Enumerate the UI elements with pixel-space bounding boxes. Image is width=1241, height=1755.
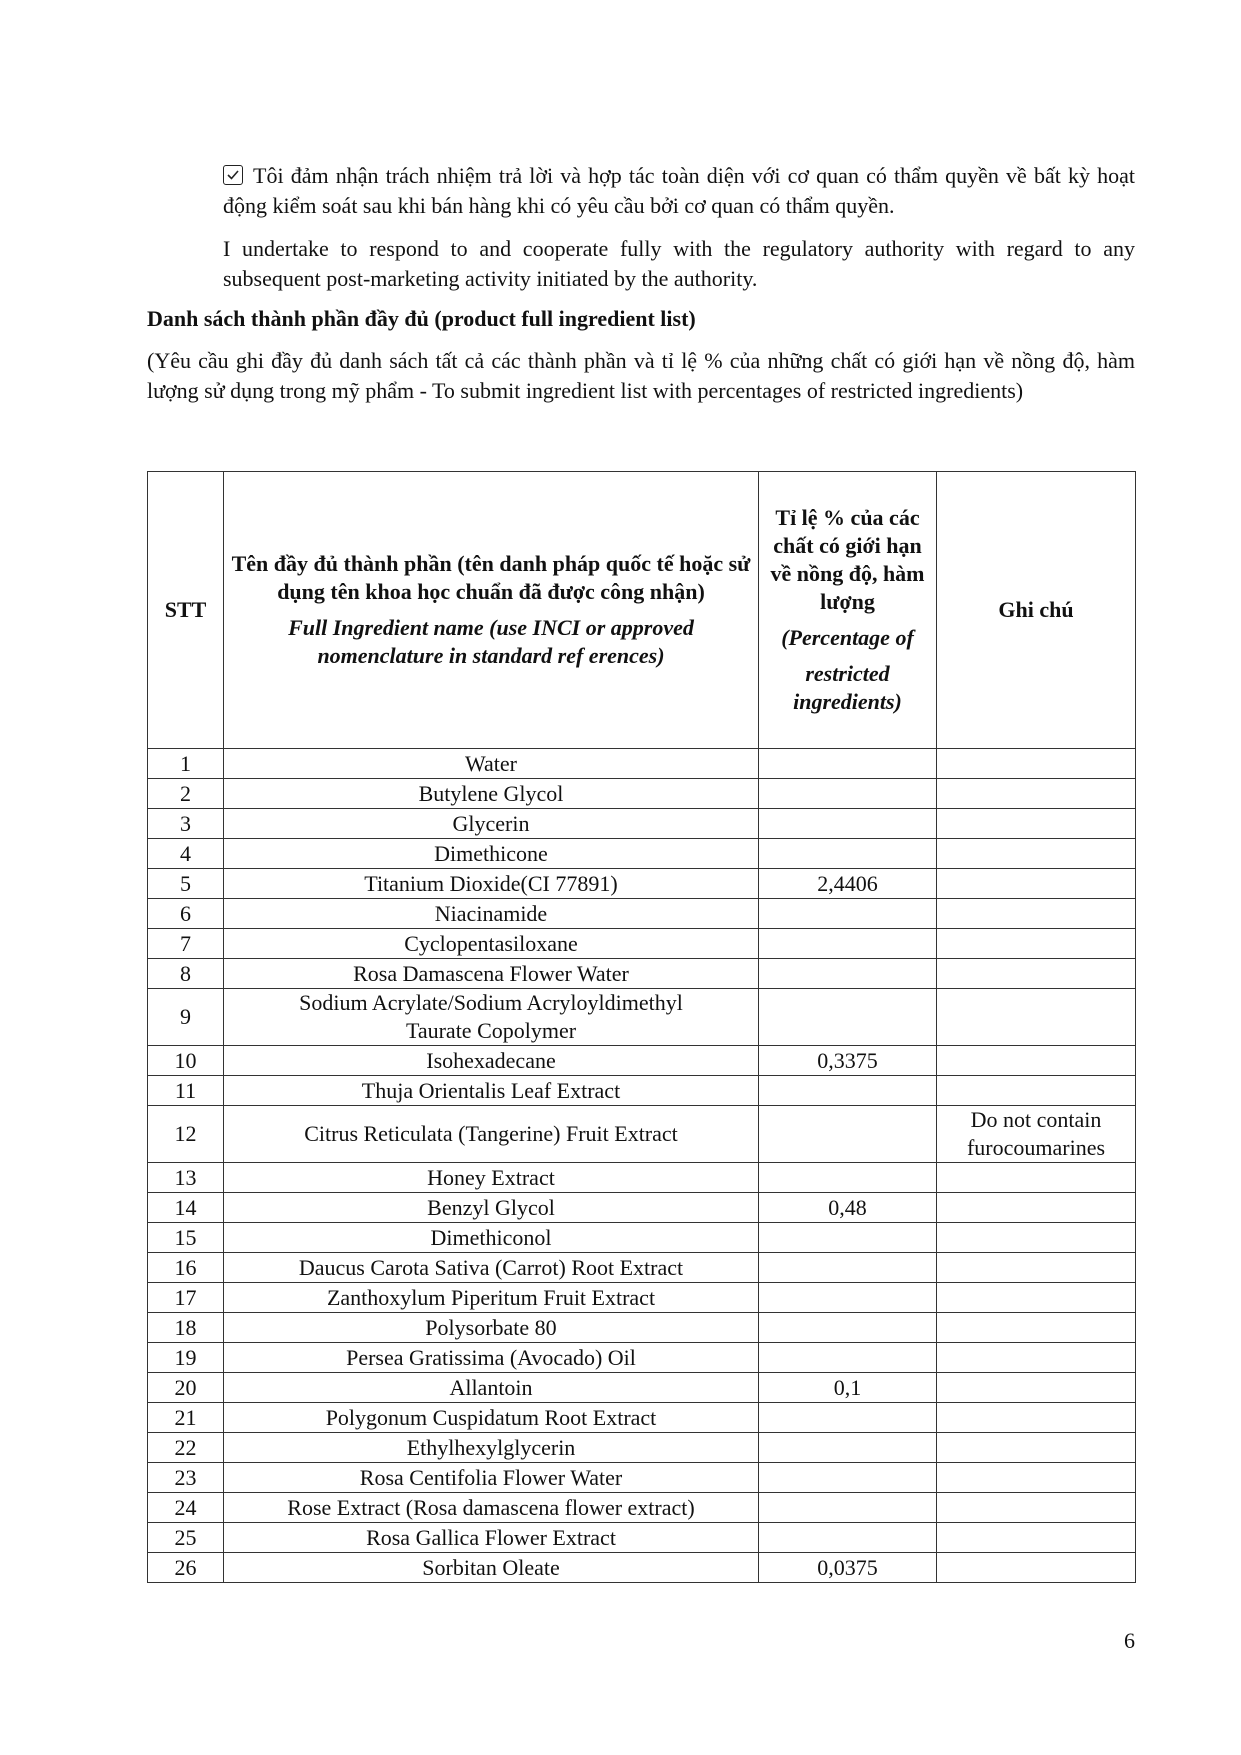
cell-percentage <box>759 899 937 929</box>
cell-percentage <box>759 1403 937 1433</box>
cell-stt: 12 <box>148 1106 224 1163</box>
table-row <box>148 869 1136 899</box>
table-row <box>148 1193 1136 1223</box>
cell-note <box>937 1343 1136 1373</box>
cell-percentage <box>759 1253 937 1283</box>
cell-ingredient: Cyclopentasiloxane <box>224 929 759 959</box>
cell-percentage <box>759 749 937 779</box>
cell-note <box>937 959 1136 989</box>
cell-note <box>937 1253 1136 1283</box>
table-row <box>148 929 1136 959</box>
table-row <box>148 1283 1136 1313</box>
cell-ingredient: Sodium Acrylate/Sodium Acryloyldimethyl Taurate Copolymer <box>224 989 759 1046</box>
cell-percentage: 0,48 <box>759 1193 937 1223</box>
cell-note <box>937 1433 1136 1463</box>
cell-note <box>937 839 1136 869</box>
cell-stt: 3 <box>148 809 224 839</box>
cell-ingredient: Polysorbate 80 <box>224 1313 759 1343</box>
cell-stt: 6 <box>148 899 224 929</box>
cell-percentage <box>759 1343 937 1373</box>
cell-stt: 22 <box>148 1433 224 1463</box>
cell-stt: 2 <box>148 779 224 809</box>
cell-percentage: 2,4406 <box>759 869 937 899</box>
table-row <box>148 1373 1136 1403</box>
cell-stt: 16 <box>148 1253 224 1283</box>
cell-ingredient: Thuja Orientalis Leaf Extract <box>224 1076 759 1106</box>
table-row <box>148 779 1136 809</box>
cell-note <box>937 899 1136 929</box>
cell-stt: 9 <box>148 989 224 1046</box>
cell-ingredient: Water <box>224 749 759 779</box>
cell-ingredient: Honey Extract <box>224 1163 759 1193</box>
cell-note <box>937 1193 1136 1223</box>
table-row <box>148 809 1136 839</box>
cell-stt: 23 <box>148 1463 224 1493</box>
cell-stt: 26 <box>148 1553 224 1583</box>
header-ingredient-name <box>224 472 759 749</box>
cell-stt: 8 <box>148 959 224 989</box>
cell-note <box>937 1076 1136 1106</box>
table-row <box>148 1046 1136 1076</box>
table-row <box>148 1223 1136 1253</box>
cell-note <box>937 1283 1136 1313</box>
table-row <box>148 1433 1136 1463</box>
cell-percentage: 0,0375 <box>759 1553 937 1583</box>
table-row <box>148 1553 1136 1583</box>
cell-note <box>937 1553 1136 1583</box>
cell-stt: 11 <box>148 1076 224 1106</box>
cell-ingredient: Titanium Dioxide(CI 77891) <box>224 869 759 899</box>
page-number: 6 <box>1124 1628 1135 1653</box>
cell-percentage: 0,1 <box>759 1373 937 1403</box>
cell-percentage <box>759 1523 937 1553</box>
cell-stt: 13 <box>148 1163 224 1193</box>
cell-note: Do not contain furocoumarines <box>937 1106 1136 1163</box>
cell-percentage <box>759 839 937 869</box>
commitment-english: I undertake to respond to and cooperate fully with the regulatory authority with regard to any subsequent post-marketing activity initiated by the authority. <box>223 236 1135 291</box>
cell-percentage <box>759 1076 937 1106</box>
cell-stt: 1 <box>148 749 224 779</box>
cell-stt: 19 <box>148 1343 224 1373</box>
cell-note <box>937 749 1136 779</box>
cell-ingredient: Persea Gratissima (Avocado) Oil <box>224 1343 759 1373</box>
table-row <box>148 1523 1136 1553</box>
cell-ingredient: Sorbitan Oleate <box>224 1553 759 1583</box>
table-row <box>148 899 1136 929</box>
cell-percentage <box>759 1463 937 1493</box>
cell-ingredient: Glycerin <box>224 809 759 839</box>
cell-ingredient: Dimethiconol <box>224 1223 759 1253</box>
cell-note <box>937 1463 1136 1493</box>
cell-ingredient: Allantoin <box>224 1373 759 1403</box>
cell-note <box>937 1313 1136 1343</box>
cell-ingredient: Citrus Reticulata (Tangerine) Fruit Extract <box>224 1106 759 1163</box>
table-row <box>148 749 1136 779</box>
cell-percentage <box>759 1283 937 1313</box>
cell-note <box>937 1163 1136 1193</box>
commitment-vietnamese <box>223 161 1135 221</box>
header-percentage-vn: Tỉ lệ % của các chất có giới hạn về nồng độ, hàm lượng <box>770 505 925 614</box>
cell-percentage <box>759 1163 937 1193</box>
cell-percentage <box>759 809 937 839</box>
cell-ingredient: Rose Extract (Rosa damascena flower extract) <box>224 1493 759 1523</box>
cell-stt: 18 <box>148 1313 224 1343</box>
cell-percentage <box>759 1433 937 1463</box>
cell-note <box>937 1493 1136 1523</box>
header-percentage-en-1: (Percentage of <box>781 625 914 650</box>
header-note: Ghi chú <box>937 472 1136 749</box>
cell-ingredient: Polygonum Cuspidatum Root Extract <box>224 1403 759 1433</box>
cell-stt: 25 <box>148 1523 224 1553</box>
cell-ingredient: Niacinamide <box>224 899 759 929</box>
cell-stt: 24 <box>148 1493 224 1523</box>
cell-ingredient: Butylene Glycol <box>224 779 759 809</box>
cell-note <box>937 1046 1136 1076</box>
table-row <box>148 1493 1136 1523</box>
cell-stt: 14 <box>148 1193 224 1223</box>
ingredient-table <box>147 471 1136 1583</box>
cell-ingredient: Rosa Gallica Flower Extract <box>224 1523 759 1553</box>
table-row <box>148 959 1136 989</box>
header-percentage-en-2: restricted ingredients) <box>793 661 902 714</box>
section-note: (Yêu cầu ghi đầy đủ danh sách tất cả các thành phần và tỉ lệ % của những chất có giới hạn về nồng độ, hàm lượng sử dụng trong mỹ phẩm - To submit ingredient list with percentages of restricted ingredients) <box>147 348 1135 403</box>
cell-percentage: 0,3375 <box>759 1046 937 1076</box>
table-row <box>148 1463 1136 1493</box>
cell-stt: 4 <box>148 839 224 869</box>
table-row <box>148 1313 1136 1343</box>
section-heading: Danh sách thành phần đầy đủ (product full ingredient list) <box>147 306 696 331</box>
cell-stt: 5 <box>148 869 224 899</box>
cell-note <box>937 989 1136 1046</box>
cell-percentage <box>759 1313 937 1343</box>
header-ingredient-name-vn: Tên đầy đủ thành phần (tên danh pháp quốc tế hoặc sử dụng tên khoa học chuẩn đã được công nhận) <box>231 551 751 604</box>
cell-stt: 21 <box>148 1403 224 1433</box>
cell-note <box>937 1523 1136 1553</box>
cell-note <box>937 869 1136 899</box>
cell-ingredient: Isohexadecane <box>224 1046 759 1076</box>
cell-ingredient: Ethylhexylglycerin <box>224 1433 759 1463</box>
cell-percentage <box>759 1493 937 1523</box>
commitment-vietnamese-text: Tôi đảm nhận trách nhiệm trả lời và hợp tác toàn diện với cơ quan có thẩm quyền về bất kỳ hoạt động kiểm soát sau khi bán hàng khi có yêu cầu bởi cơ quan có thẩm quyền. <box>223 163 1135 218</box>
cell-percentage <box>759 1106 937 1163</box>
cell-ingredient: Dimethicone <box>224 839 759 869</box>
cell-ingredient: Rosa Centifolia Flower Water <box>224 1463 759 1493</box>
table-row <box>148 839 1136 869</box>
table-row <box>148 1106 1136 1163</box>
cell-note <box>937 809 1136 839</box>
cell-note <box>937 1373 1136 1403</box>
cell-percentage <box>759 989 937 1046</box>
header-ingredient-name-en: Full Ingredient name (use INCI or approved nomenclature in standard ref erences) <box>288 615 694 668</box>
cell-stt: 7 <box>148 929 224 959</box>
table-row <box>148 989 1136 1046</box>
cell-stt: 15 <box>148 1223 224 1253</box>
cell-percentage <box>759 929 937 959</box>
cell-percentage <box>759 779 937 809</box>
cell-ingredient: Benzyl Glycol <box>224 1193 759 1223</box>
table-row <box>148 1253 1136 1283</box>
header-stt: STT <box>148 472 224 749</box>
cell-ingredient: Daucus Carota Sativa (Carrot) Root Extract <box>224 1253 759 1283</box>
cell-stt: 17 <box>148 1283 224 1313</box>
table-row <box>148 1343 1136 1373</box>
table-row <box>148 1076 1136 1106</box>
cell-percentage <box>759 959 937 989</box>
table-row <box>148 1163 1136 1193</box>
header-percentage <box>759 472 937 749</box>
checkbox-checked-icon[interactable] <box>223 165 243 185</box>
table-header-row <box>148 472 1136 749</box>
cell-stt: 20 <box>148 1373 224 1403</box>
cell-note <box>937 1403 1136 1433</box>
table-row <box>148 1403 1136 1433</box>
cell-ingredient: Zanthoxylum Piperitum Fruit Extract <box>224 1283 759 1313</box>
cell-stt: 10 <box>148 1046 224 1076</box>
cell-note <box>937 1223 1136 1253</box>
cell-ingredient: Rosa Damascena Flower Water <box>224 959 759 989</box>
cell-note <box>937 929 1136 959</box>
cell-percentage <box>759 1223 937 1253</box>
cell-note <box>937 779 1136 809</box>
